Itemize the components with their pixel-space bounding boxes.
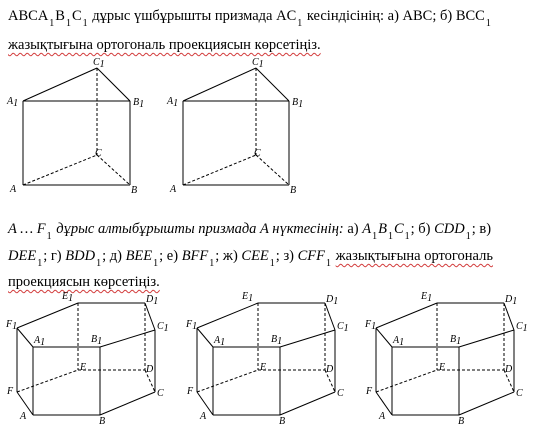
hex-labels-2 <box>185 291 349 427</box>
svg-text:F: F <box>7 386 14 397</box>
task2-t6: C <box>393 221 404 237</box>
task1-s2: 1 <box>65 18 71 29</box>
label-a1: A1 <box>7 96 19 109</box>
task2-s14: 1 <box>153 258 159 269</box>
svg-text:A1: A1 <box>34 335 46 348</box>
label2-a: A <box>170 184 177 195</box>
svg-text:B1: B1 <box>271 334 283 347</box>
svg-text:E1: E1 <box>62 291 74 304</box>
svg-text:E1: E1 <box>242 291 254 304</box>
svg-text:D1: D1 <box>505 294 518 307</box>
task2-t16: BFF <box>181 248 209 264</box>
hex-prism-2 <box>197 303 335 415</box>
task2-t13: ; д) <box>102 248 122 264</box>
svg-text:A: A <box>200 411 207 422</box>
task2-t7: ; б) <box>410 221 431 237</box>
task2-s1: 1 <box>46 231 52 242</box>
task2-s4: 1 <box>372 231 378 242</box>
svg-text:F1: F1 <box>365 319 377 332</box>
svg-text:C: C <box>516 388 523 399</box>
svg-text:A1: A1 <box>393 335 405 348</box>
svg-text:F: F <box>187 386 194 397</box>
svg-text:A1: A1 <box>214 335 226 348</box>
svg-text:D: D <box>146 364 154 375</box>
svg-text:D1: D1 <box>146 294 159 307</box>
svg-text:C: C <box>157 388 164 399</box>
task1-s5: 1 <box>485 18 491 29</box>
task2-s20: 1 <box>326 258 332 269</box>
task1-s4: 1 <box>297 18 303 29</box>
task2-t15: ; е) <box>159 248 179 264</box>
task2-t2: дұрыс алтыбұрышты призмада A нүктесінің: <box>56 221 344 237</box>
task1-t2: B <box>55 8 65 24</box>
svg-text:D: D <box>326 364 334 375</box>
svg-text:D: D <box>505 364 513 375</box>
svg-text:E: E <box>80 362 87 373</box>
svg-text:C1: C1 <box>516 321 528 334</box>
hex-prism-1 <box>17 303 155 415</box>
task2-t1: A … F <box>8 221 46 237</box>
task1-t4: дұрыс үшбұрышты призмада AC <box>92 8 297 24</box>
svg-text:A: A <box>20 411 27 422</box>
label-c1: C1 <box>93 57 105 70</box>
label-a: A <box>10 184 17 195</box>
task1-t3: C <box>71 8 82 24</box>
svg-text:C: C <box>337 388 344 399</box>
task2-t5: B <box>378 221 387 237</box>
task2-s5: 1 <box>387 231 393 242</box>
hex-labels-1 <box>5 291 169 427</box>
task2-t19: ; з) <box>275 248 295 264</box>
hex-prism-3 <box>376 303 514 415</box>
svg-text:B: B <box>99 416 106 427</box>
task1-s1: 1 <box>49 18 55 29</box>
label2-c1: C1 <box>252 57 264 70</box>
task2-t18: CEE <box>241 248 269 264</box>
task2-t10: DEE <box>8 248 37 264</box>
label-c: C <box>95 148 102 159</box>
svg-text:A: A <box>379 411 386 422</box>
svg-text:B1: B1 <box>450 334 462 347</box>
svg-text:B1: B1 <box>91 334 103 347</box>
task2-t21: жазықтығына ортогональ <box>335 248 493 264</box>
label-b1: B1 <box>133 97 145 110</box>
svg-text:D1: D1 <box>326 294 339 307</box>
task2-t8: CDD <box>434 221 465 237</box>
svg-text:E1: E1 <box>421 291 433 304</box>
hex-labels-3 <box>364 291 528 427</box>
task2-t17: ; ж) <box>215 248 238 264</box>
svg-text:C1: C1 <box>157 321 169 334</box>
task2-t20: CFF <box>297 248 326 264</box>
task2-s12: 1 <box>96 258 102 269</box>
label2-a1: A1 <box>167 96 179 109</box>
label2-b1: B1 <box>292 97 304 110</box>
task2-t14: BEE <box>125 248 153 264</box>
task2-t12: BDD <box>65 248 96 264</box>
task1-t6: жазықтығына ортогональ проекциясын көрсетіңіз. <box>8 37 321 53</box>
task2-t9: ; в) <box>471 221 492 237</box>
svg-text:F1: F1 <box>6 319 18 332</box>
svg-text:F1: F1 <box>186 319 198 332</box>
svg-text:F: F <box>366 386 373 397</box>
label2-b: B <box>290 185 297 196</box>
task2-t3: а) <box>347 221 359 237</box>
label-b: B <box>131 185 138 196</box>
svg-text:E: E <box>260 362 267 373</box>
task2-t22: проекциясын көрсетіңіз. <box>8 274 160 290</box>
label2-c: C <box>254 148 261 159</box>
svg-text:C1: C1 <box>337 321 349 334</box>
task2-s18: 1 <box>269 258 275 269</box>
task2-s6: 1 <box>404 231 410 242</box>
task2-s8: 1 <box>465 231 471 242</box>
task2-t11: ; г) <box>43 248 62 264</box>
task2-s10: 1 <box>37 258 43 269</box>
svg-text:B: B <box>279 416 286 427</box>
svg-text:E: E <box>439 362 446 373</box>
task1-t5: кесіндісінің: а) ABC; б) BCC <box>306 8 485 24</box>
task1-t1: ABCA <box>8 8 49 24</box>
svg-text:B: B <box>458 416 465 427</box>
task1-s3: 1 <box>82 18 88 29</box>
task2-s16: 1 <box>209 258 215 269</box>
task2-t4: A <box>362 221 372 237</box>
